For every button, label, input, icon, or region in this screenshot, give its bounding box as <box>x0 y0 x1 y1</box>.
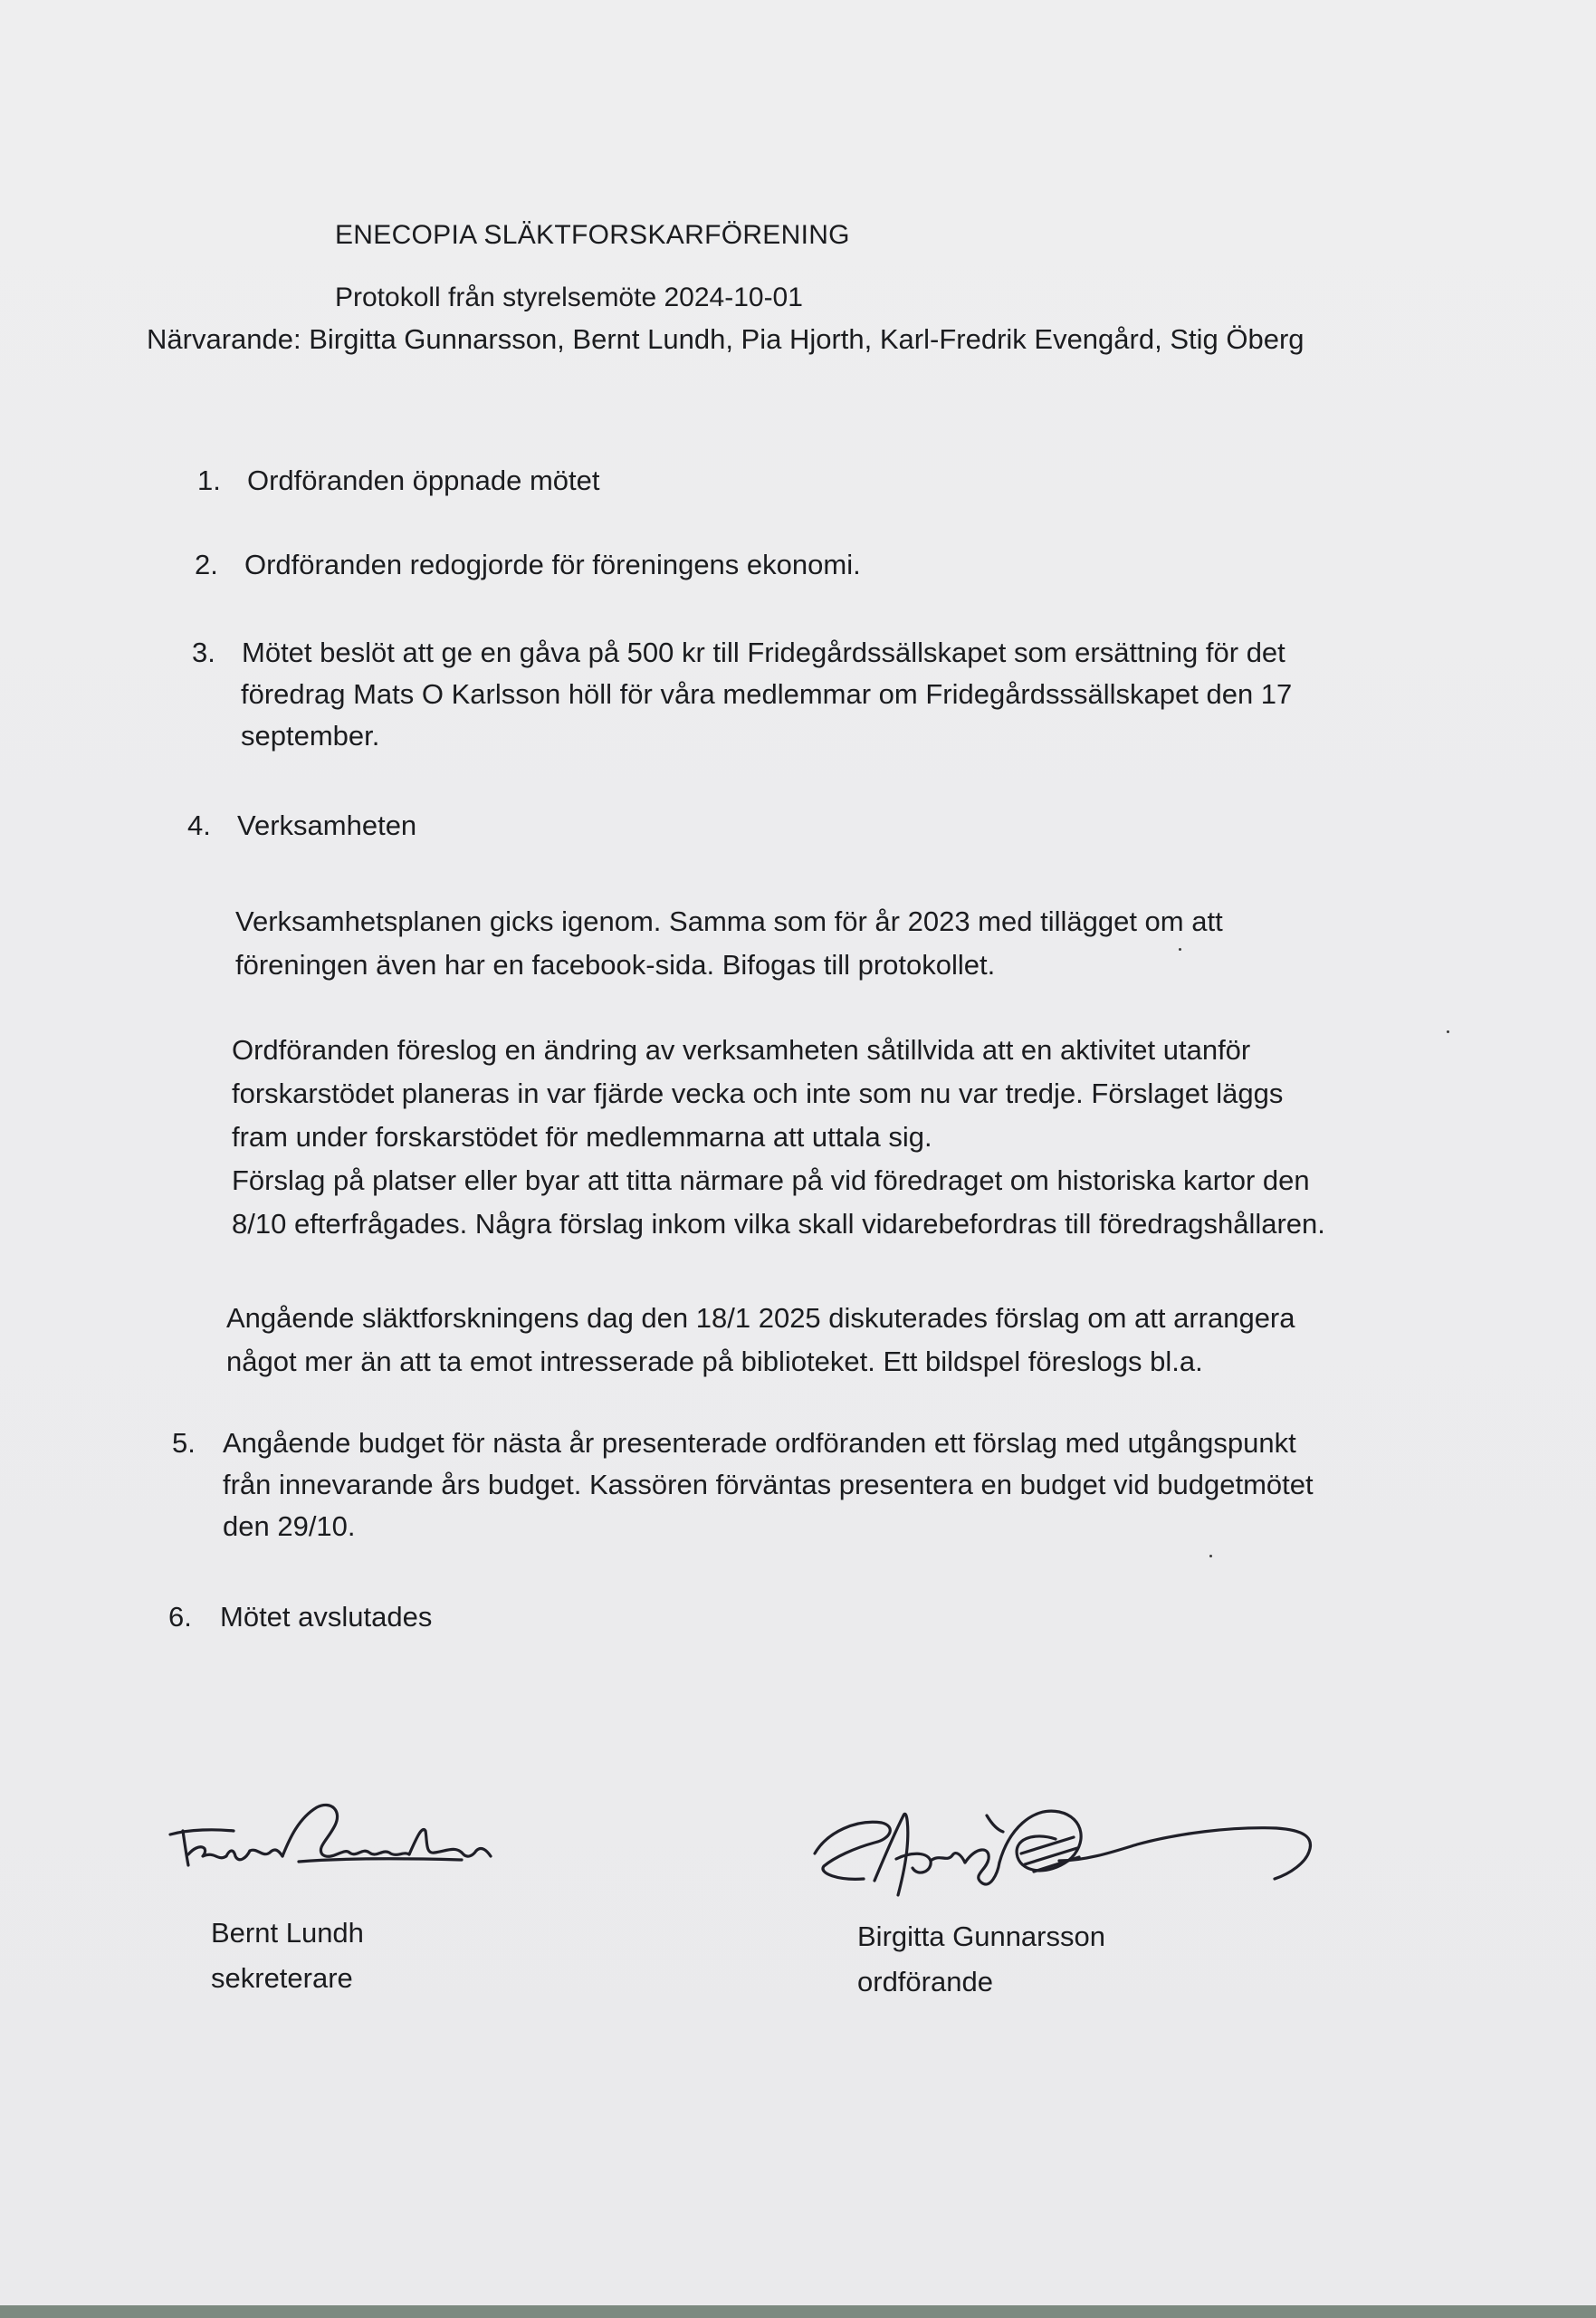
paragraph-line: föreningen även har en facebook-sida. Bifogas till protokollet. <box>235 949 996 981</box>
paper-speck <box>1209 1555 1212 1557</box>
signer-name-right: Birgitta Gunnarsson <box>857 1920 1105 1952</box>
signer-role-right: ordförande <box>857 1966 993 1997</box>
item-number: 6. <box>168 1601 192 1633</box>
paragraph-line: något mer än att ta emot intresserade på biblioteket. Ett bildspel föreslogs bl.a. <box>226 1346 1203 1377</box>
item-text-line: Ordföranden öppnade mötet <box>247 465 600 496</box>
signer-role-left: sekreterare <box>211 1962 353 1994</box>
signer-name-left: Bernt Lundh <box>211 1917 364 1949</box>
item-text-line: den 29/10. <box>223 1510 356 1542</box>
item-text-line: Angående budget för nästa år presenterade ordföranden ett förslag med utgångspunkt <box>223 1427 1296 1459</box>
minutes-subtitle: Protokoll från styrelsemöte 2024-10-01 <box>335 283 803 312</box>
page-bottom-edge <box>0 2305 1596 2318</box>
item-number: 4. <box>187 809 211 841</box>
paragraph-line: Angående släktforskningens dag den 18/1 2025 diskuterades förslag om att arrangera <box>226 1302 1295 1334</box>
attendees-line: Närvarande: Birgitta Gunnarsson, Bernt Lundh, Pia Hjorth, Karl-Fredrik Evengård, Stig Öberg <box>147 323 1305 355</box>
item-text-line: från innevarande års budget. Kassören förväntas presentera en budget vid budgetmötet <box>223 1469 1314 1500</box>
paper-speck <box>1447 1030 1449 1033</box>
signature-bernt-lundh <box>163 1775 543 1883</box>
item-text-line: september. <box>241 720 380 752</box>
paragraph-line: Förslag på platser eller byar att titta närmare på vid föredraget om historiska kartor den <box>232 1164 1310 1196</box>
item-number: 3. <box>192 637 215 668</box>
item-text-line: Verksamheten <box>237 809 417 841</box>
item-number: 1. <box>197 465 221 496</box>
signature-birgitta-gunnarsson <box>797 1779 1322 1915</box>
item-text-line: föredrag Mats O Karlsson höll för våra medlemmar om Fridegårdsssällskapet den 17 <box>241 678 1293 710</box>
item-text-line: Mötet avslutades <box>220 1601 433 1633</box>
item-number: 2. <box>195 549 218 580</box>
verksamheten-paragraph-3 <box>226 1297 1295 1384</box>
paragraph-line: 8/10 efterfrågades. Några förslag inkom vilka skall vidarebefordras till föredragshållaren. <box>232 1208 1325 1240</box>
item-text-line: Ordföranden redogjorde för föreningens ekonomi. <box>244 549 861 580</box>
paragraph-line: Verksamhetsplanen gicks igenom. Samma som för år 2023 med tillägget om att <box>235 905 1223 937</box>
verksamheten-paragraph-1 <box>235 900 1223 987</box>
paragraph-line: fram under forskarstödet för medlemmarna att uttala sig. <box>232 1121 932 1153</box>
item-number: 5. <box>172 1427 196 1459</box>
verksamheten-paragraph-2 <box>232 1029 1325 1246</box>
paragraph-line: forskarstödet planeras in var fjärde vecka och inte som nu var tredje. Förslaget läggs <box>232 1078 1284 1109</box>
paragraph-line: Ordföranden föreslog en ändring av verksamheten såtillvida att en aktivitet utanför <box>232 1034 1251 1066</box>
paper-speck <box>1179 948 1181 951</box>
organization-title: ENECOPIA SLÄKTFORSKARFÖRENING <box>335 220 850 250</box>
item-text-line: Mötet beslöt att ge en gåva på 500 kr till Fridegårdssällskapet som ersättning för det <box>242 637 1285 668</box>
